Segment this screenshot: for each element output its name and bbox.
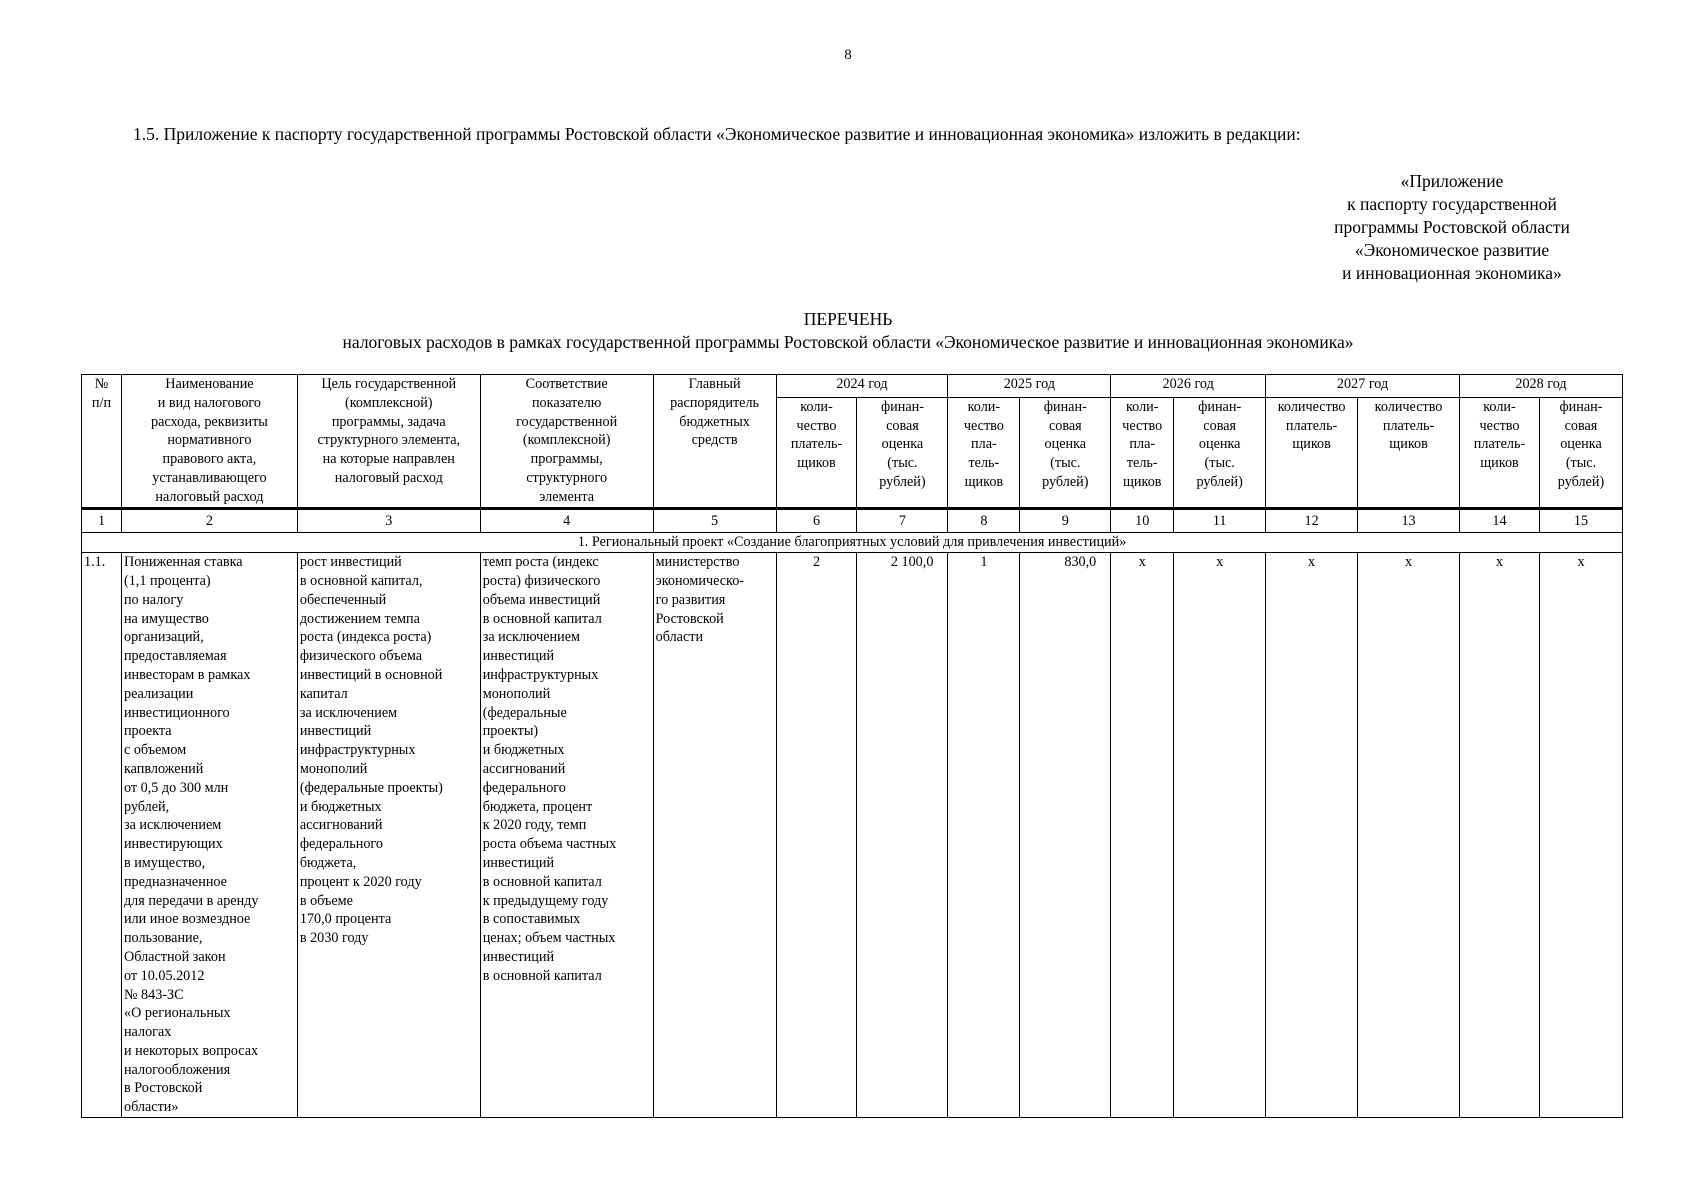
header-sub: количество платель- щиков	[1358, 397, 1460, 508]
header-sub: коли- чество платель- щиков	[776, 397, 857, 508]
title-subheading: налоговых расходов в рамках государственной программы Ростовской области «Экономическое развитие и инновационная экономика»	[342, 332, 1354, 352]
column-number: 11	[1174, 508, 1266, 533]
header-year-2026: 2026 год	[1111, 375, 1266, 398]
column-number: 1	[82, 508, 122, 533]
appendix-line: «Приложение	[1400, 171, 1504, 191]
row-name: Пониженная ставка (1,1 процента) по налогу на имущество организаций, предоставляемая инвесторам в рамках реализации инвестиционного проекта с объемом капвложений от 0,5 до 300 млн рублей, за исключением инвестирующих в имущество, предназначенное для передачи в аренду или иное возмездное пользование, Областной закон от 10.05.2012 № 843-ЗС «О региональных налогах и некоторых вопросах налогообложения в Ростовской области»	[121, 553, 297, 1118]
header-sub: финан- совая оценка (тыс. рублей)	[1020, 397, 1111, 508]
column-number: 2	[121, 508, 297, 533]
column-number: 8	[948, 508, 1020, 533]
header-sub: финан- совая оценка (тыс. рублей)	[1174, 397, 1266, 508]
value-2028-estimate: х	[1539, 553, 1622, 1118]
value-2025-count: 1	[948, 553, 1020, 1118]
value-2026-estimate: х	[1174, 553, 1266, 1118]
row-admin: министерство экономическо- го развития Ростовской области	[653, 553, 776, 1118]
appendix-line: и инновационная экономика»	[1342, 263, 1562, 283]
appendix-block	[1262, 170, 1642, 285]
column-number: 7	[857, 508, 948, 533]
header-sub: коли- чество пла- тель- щиков	[948, 397, 1020, 508]
column-number: 3	[297, 508, 480, 533]
column-number: 15	[1539, 508, 1622, 533]
header-sub: финан- совая оценка (тыс. рублей)	[1539, 397, 1622, 508]
column-number: 14	[1460, 508, 1540, 533]
header-year-2024: 2024 год	[776, 375, 948, 398]
value-2027-count-2: х	[1358, 553, 1460, 1118]
column-number: 5	[653, 508, 776, 533]
table-row	[82, 553, 1623, 1118]
header-sub: коли- чество пла- тель- щиков	[1111, 397, 1174, 508]
value-2024-estimate: 2 100,0	[857, 553, 948, 1118]
tax-expenditure-table	[81, 374, 1623, 1118]
document-title	[0, 308, 1696, 354]
section-row	[82, 533, 1623, 553]
column-number: 13	[1358, 508, 1460, 533]
value-2025-estimate: 830,0	[1020, 553, 1111, 1118]
header-year-2028: 2028 год	[1460, 375, 1623, 398]
appendix-line: программы Ростовской области	[1334, 217, 1570, 237]
header-num: № п/п	[82, 375, 122, 509]
column-number: 12	[1266, 508, 1358, 533]
header-goal: Цель государственной (комплексной) программы, задача структурного элемента, на которые направлен налоговый расход	[297, 375, 480, 509]
column-number: 10	[1111, 508, 1174, 533]
column-number: 4	[480, 508, 653, 533]
header-sub: количество платель- щиков	[1266, 397, 1358, 508]
appendix-line: «Экономическое развитие	[1354, 240, 1550, 260]
appendix-line: к паспорту государственной	[1347, 194, 1557, 214]
page-number: 8	[844, 47, 852, 63]
header-indicator: Соответствие показателю государственной (комплексной) программы, структурного элемента	[480, 375, 653, 509]
header-name: Наименование и вид налогового расхода, реквизиты нормативного правового акта, устанавливающего налоговый расход	[121, 375, 297, 509]
value-2028-count: х	[1460, 553, 1540, 1118]
header-sub: финан- совая оценка (тыс. рублей)	[857, 397, 948, 508]
column-number-row	[82, 508, 1623, 533]
section-title: 1. Региональный проект «Создание благоприятных условий для привлечения инвестиций»	[82, 533, 1623, 553]
row-indicator: темп роста (индекс роста) физического объема инвестиций в основной капитал за исключением инвестиций инфраструктурных монополий (федеральные проекты) и бюджетных ассигнований федерального бюджета, процент к 2020 году, темп роста объема частных инвестиций в основной капитал к предыдущему году в сопоставимых ценах; объем частных инвестиций в основной капитал	[480, 553, 653, 1118]
header-admin: Главный распорядитель бюджетных средств	[653, 375, 776, 509]
intro-paragraph: 1.5. Приложение к паспорту государственной программы Ростовской области «Экономическое развитие и инновационная экономика» изложить в редакции:	[133, 124, 1301, 144]
header-year-2025: 2025 год	[948, 375, 1111, 398]
value-2024-count: 2	[776, 553, 857, 1118]
column-number: 9	[1020, 508, 1111, 533]
header-row-years	[82, 375, 1623, 398]
row-goal: рост инвестиций в основной капитал, обеспеченный достижением темпа роста (индекса роста) физического объема инвестиций в основной капитал за исключением инвестиций инфраструктурных монополий (федеральные проекты) и бюджетных ассигнований федерального бюджета, процент к 2020 году в объеме 170,0 процента в 2030 году	[297, 553, 480, 1118]
header-sub: коли- чество платель- щиков	[1460, 397, 1540, 508]
value-2027-count: х	[1266, 553, 1358, 1118]
row-number: 1.1.	[82, 553, 122, 1118]
title-heading: ПЕРЕЧЕНЬ	[803, 309, 893, 329]
header-year-2027: 2027 год	[1266, 375, 1460, 398]
value-2026-count: х	[1111, 553, 1174, 1118]
column-number: 6	[776, 508, 857, 533]
